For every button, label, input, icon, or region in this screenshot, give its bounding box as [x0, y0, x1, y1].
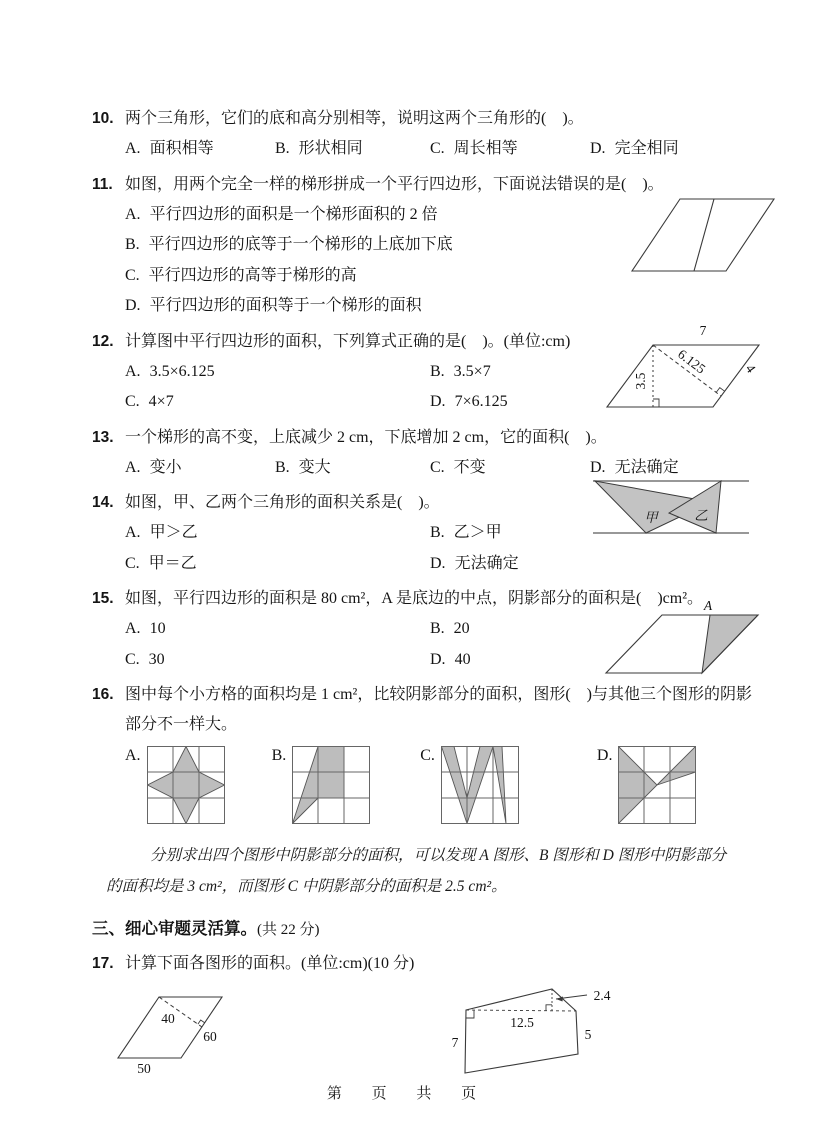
option-b: B. 20 [430, 620, 470, 637]
question-11 [92, 170, 752, 322]
question-stem: 计算下面各图形的面积。(单位:cm)(10 分) [125, 955, 415, 972]
right-side-label: 5 [584, 1027, 592, 1042]
base-label: 50 [137, 1061, 151, 1076]
option-c: C. 30 [125, 650, 165, 668]
option-a: A. 甲＞乙 [125, 524, 198, 541]
option-c: C. 平行四边形的高等于梯形的高 [125, 266, 357, 284]
question-number: 14. [92, 494, 114, 511]
option-c: C. 周长相等 [430, 140, 518, 157]
option-d: D. 无法确定 [590, 458, 679, 476]
page-footer: 第 页 共 页 [326, 1086, 490, 1102]
question-stem: 如图，用两个完全一样的梯形拼成一个平行四边形，下面说法错误的是( )。 [125, 175, 664, 193]
option-b: B. 乙＞甲 [430, 524, 502, 541]
question-13 [92, 423, 752, 484]
option-d: D. 40 [430, 650, 471, 668]
grid-option-b: B. [272, 746, 371, 824]
option-d: D. 无法确定 [430, 554, 519, 572]
side-label: 4 [742, 360, 759, 375]
question-number: 12. [92, 332, 114, 350]
top-side-label: 7 [699, 322, 707, 338]
option-b: B. 平行四边形的底等于一个梯形的上底加下底 [125, 236, 453, 253]
grid-figures-row [125, 746, 752, 824]
option-a: A. 3.5×6.125 [125, 362, 215, 380]
question-stem: 两个三角形，它们的底和高分别相等，说明这两个三角形的( )。 [125, 110, 584, 127]
grid-figure-c-zigzag [441, 746, 519, 824]
grid-option-a: A. [125, 746, 225, 824]
peak-height-label: 2.4 [593, 988, 611, 1003]
question-stem: 如图，平行四边形的面积是 80 cm²，A 是底边的中点，阴影部分的面积是( )cm²。 [125, 590, 704, 607]
question-stem: 计算图中平行四边形的面积，下列算式正确的是( )。(单位:cm) [125, 332, 571, 350]
question-stem: 如图，甲、乙两个三角形的面积关系是( )。 [125, 494, 440, 511]
question-16 [92, 680, 752, 824]
question-number: 16. [92, 686, 114, 703]
options-row [125, 134, 752, 165]
option-c: C. 4×7 [125, 393, 174, 410]
option-d: D. 平行四边形的面积等于一个梯形的面积 [125, 297, 422, 314]
grid-option-d: D. [597, 746, 697, 824]
question-stem: 一个梯形的高不变，上底减少 2 cm，下底增加 2 cm，它的面积( )。 [125, 428, 607, 446]
question-number: 15. [92, 590, 114, 607]
side-label: 60 [203, 1029, 217, 1044]
triangle-yi-label: 乙 [694, 508, 708, 523]
point-a-label: A [703, 598, 713, 613]
option-c: C. 不变 [430, 458, 486, 476]
grid-option-c: C. [420, 746, 519, 824]
option-d: D. 7×6.125 [430, 393, 508, 410]
parallelogram-shaded-triangle-figure [600, 598, 765, 683]
question-10 [92, 104, 752, 165]
section-3-score: (共 22 分) [257, 922, 320, 938]
question-15 [92, 584, 752, 675]
triangle-jia-label: 甲 [644, 510, 658, 525]
two-triangles-between-parallel-lines-figure [593, 476, 750, 543]
question-number: 11. [92, 175, 113, 193]
question-number: 17. [92, 955, 114, 972]
option-b: B. 形状相同 [275, 140, 363, 157]
left-side-label: 7 [451, 1035, 459, 1050]
question-stem: 图中每个小方格的面积均是 1 cm²，比较阴影部分的面积，图形( )与其他三个图形的阴影部分不一样大。 [125, 686, 753, 733]
grid-figure-d-triangles [618, 746, 696, 824]
section-3-title: 三、细心审题灵活算。 [92, 920, 257, 938]
width-label: 12.5 [510, 1015, 534, 1030]
parallelogram-of-two-trapezoids-figure [628, 192, 778, 282]
option-a: A. 变小 [125, 458, 182, 476]
option-c: C. 甲＝乙 [125, 554, 197, 572]
diagonal-label: 6.125 [675, 345, 709, 377]
option-b: B. 3.5×7 [430, 362, 491, 380]
question-number: 10. [92, 110, 114, 127]
option-a: A. 10 [125, 620, 166, 637]
option-a: A. 平行四边形的面积是一个梯形面积的 2 倍 [125, 205, 438, 223]
grid-figure-a-star [147, 746, 225, 824]
labeled-parallelogram-figure [597, 319, 767, 424]
question-14 [92, 488, 752, 579]
section-3-header [92, 914, 752, 945]
solution-note: 分别求出四个图形中阴影部分的面积，可以发现 A 图形、B 图形和 D 图形中阴影部分的面积均是 3 cm²，而图形 C 中阴影部分的面积是 2.5 cm²。 [106, 847, 727, 895]
option-d: D. 完全相同 [590, 140, 679, 157]
height-label: 3.5 [633, 372, 648, 389]
option-a: A. 面积相等 [125, 140, 214, 157]
height-label: 40 [161, 1011, 175, 1026]
question-number: 13. [92, 428, 114, 446]
grid-figure-b-pentagon [292, 746, 370, 824]
option-b: B. 变大 [275, 458, 331, 476]
exam-content [92, 104, 759, 1112]
question-12 [92, 322, 759, 418]
